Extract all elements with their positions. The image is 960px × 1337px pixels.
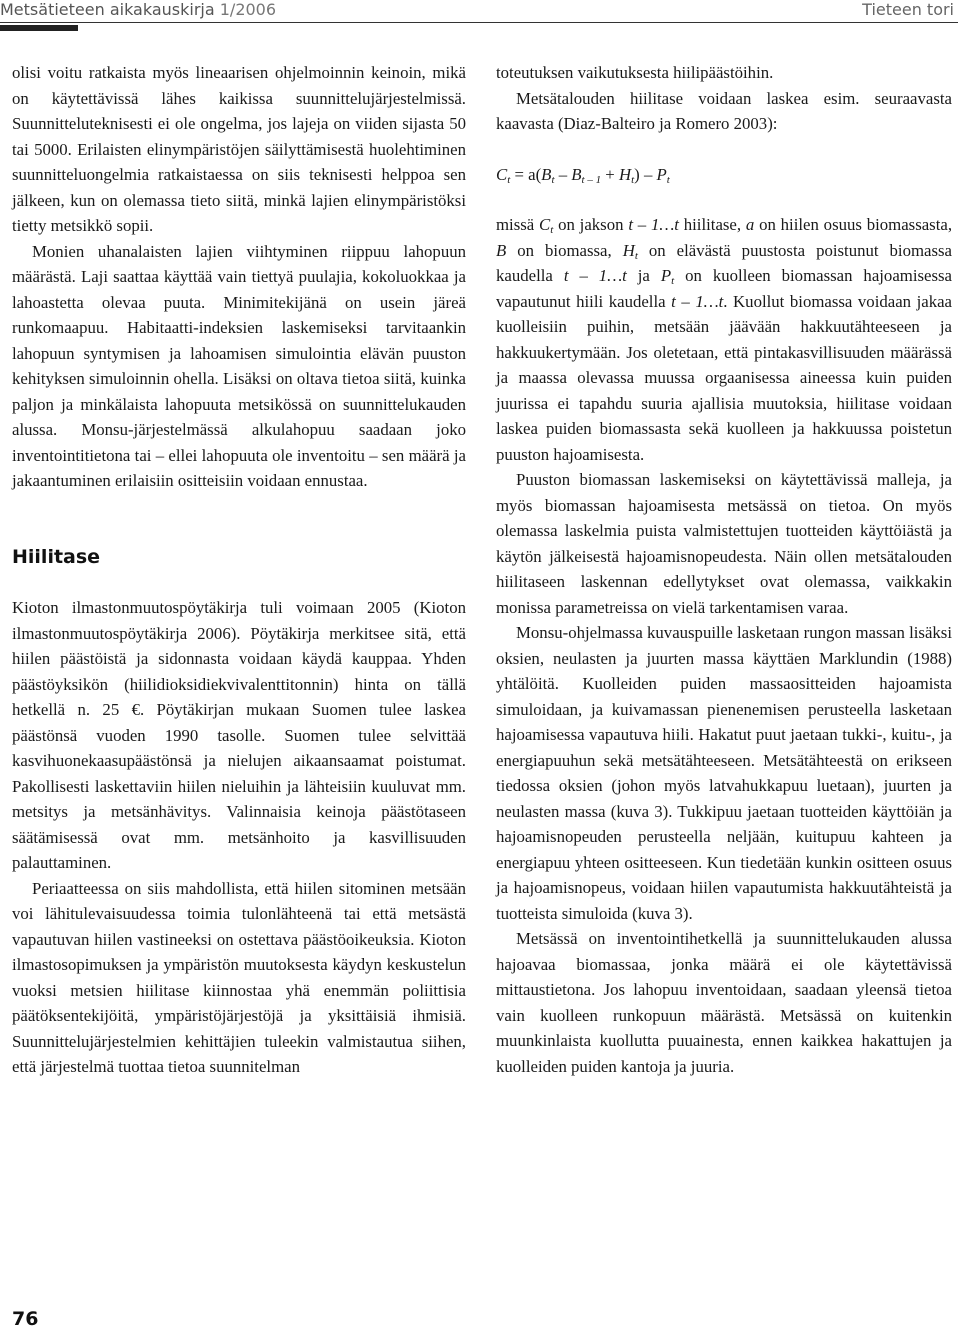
paragraph: Periaatteessa on siis mahdollista, että hiilen sitominen metsään voi lähitulevaisuudessa toimia tulonlähteenä tai että metsästä vapautuvan hiilen vastineeksi on ostettava päästöoikeuksia. Kioton ilmastosopimuksen ja ympäristön muutoksesta käydyn keskustelun vuoksi metsien hiilitase kiinnostaa yhä enemmän poliittisia päätöksentekijöitä, ympäristöjärjestöjä ja yksittäisiä ihmisiä. Suunnittelujärjestelmien kehittäjien tuleekin valmistautua siihen, että järjestelmä tuottaa tietoa suunnitelman: [12, 878, 466, 1076]
paragraph: missä $C_t$ on jakson t – 1…t hiilitase, a on hiilen osuus biomassasta, B on biomassa, $H_t$ on elävästä puustosta poistunut biomassa kaudella t – 1…t ja $P_t$ on kuolleen biomassan hajoamisessa vapautunut hiili kaudella t – 1…t. Kuollut biomassa voidaan jakaa kuolleisiin puihin, metsään jäävään hakkuutähteeseen ja hakkuukertymään. Jos oletetaan, että pintakasvillisuuden määrässä ja maassa olevassa muussa orgaanisessa aineessa kuin puiden juurissa ei tapahdu suuria ajallisia muutoksia, hiilitase voidaan laskea puiden biomassasta sekä kuolleen ja hakkuussa poistetun puuston hajoamisesta.: [496, 215, 953, 464]
paragraph: Monsu-ohjelmassa kuvauspuille lasketaan rungon massan lisäksi oksien, neulasten ja juurten massa käyttäen Marklundin (1988) yhtälöitä. Kuolleiden puiden massaositteiden hajoamista simuloidaan, ja kuivamassan pienenemisen perusteella lasketaan hajoamisessa vapautuva hiili. Hakatut puut jaetaan tukki-, kuitu-, ja energiapuuhun sekä metsätähteeseen. Metsätähteestä on erikseen tiedossa oksien (johon myös latvahukkapuu luetaan), juurten ja neulasten massa (kuva 3). Tukkipuu jaetaan tuotteiden käyttöiän ja hajoamisnopeuden perusteella neljään, kuitupuu kahteen ja energiapuu yhteen ositteeseen. Kun tiedetään kunkin ositteen osuus ja hajoamisnopeus, voidaan hiilen vapautumista hakkuutähteistä ja tuotteista simuloida (kuva 3).: [496, 623, 952, 923]
paragraph: olisi voitu ratkaista myös lineaarisen ohjelmoinnin keinoin, mikä on käytettävissä lähes kaikissa suunnittelujärjestelmissä. Suunnitteluteknisesti ei ole ongelma, jos lajeja on viiden sijasta 50 tai 5000. Erilaisten elinympäristöjen säilyttämisestä huolehtiminen suunnitteluongelmia ratkaistaessa on siis teknisesti helppoa sen jälkeen, kun on olemassa tieto siitä, minkä lajien elinympäristöksi tietty metsikkö sopii.: [12, 63, 466, 235]
paragraph: Kioton ilmastonmuutospöytäkirja tuli voimaan 2005 (Kioton ilmastonmuutospöytäkirja 2006). Pöytäkirja merkitsee sitä, että hiilen päästöistä ja sidonnasta voidaan käydä kauppaa. Yhden päästöyksikön (hiilidioksidiekvivalenttitonnin) hinta on tällä hetkellä n. 25 €. Pöytäkirjan mukaan Suomen tulee laskea päästönsä vuoden 1990 tasolle. Suomen tulee selvittää kasvihuonekaasupäästönsä ja nielujen aikaansaamat poistumat. Pakollisesti laskettaviin hiilen nieluihin ja lähteisiin kuuluvat mm. metsitys ja metsänhävitys. Valinnaisia keinoja päästötaseen säätämisessä ovat mm. metsänhoito ja kasvillisuuden palauttaminen.: [12, 598, 466, 872]
paragraph: Puuston biomassan laskemiseksi on käytettävissä malleja, ja myös biomassan hajoamisesta metsässä on tietoa. On myös olemassa laskelmia puista valmistettujen tuotteiden käyttöiästä ja käytön jälkeisestä hajoamisnopeudesta. Näin ollen metsätalouden hiilitaseen laskennan edellytykset ovat olemassa, vaikkakin monissa parametreissa on vielä tarkentamisen varaa.: [496, 470, 952, 617]
paragraph: Metsätalouden hiilitase voidaan laskea esim. seuraavasta kaavasta (Diaz-Balteiro ja Romero 2003):: [496, 88, 952, 133]
paragraph: Metsässä on inventointihetkellä ja suunnittelukauden alussa hajoavaa biomassaa, jonka määrä ei ole käytettävissä mittaustietona. Jos lahopuu inventoidaan, saadaan yleensä tietoa vain kuolleen runkopuun määrästä. Metsässä on kuitenkin muunkinlaista kuollutta puuainesta, ennen kaikkea hakattujen ja kuolleiden puiden kantoja ja juuria.: [496, 929, 952, 1076]
page-number: 76: [12, 1308, 39, 1330]
right-column: [496, 60, 952, 1079]
header-rule: [0, 22, 958, 23]
journal-name: Metsätieteen aikakauskirja: [0, 0, 215, 19]
section-heading: Hiilitase: [12, 545, 101, 568]
left-column: [12, 60, 466, 1080]
carbon-balance-formula: $C_t = a(B_t - B_{t - 1} + H_t) - P_t$: [496, 164, 670, 186]
section-name: Tieteen tori: [862, 0, 954, 19]
header-accent-bar: [0, 25, 78, 31]
journal-issue: 1/2006: [219, 0, 277, 19]
running-header: [0, 0, 960, 28]
paragraph: toteutuksen vaikutuksesta hiilipäästöihin.: [496, 63, 774, 82]
paragraph: Monien uhanalaisten lajien viihtyminen riippuu lahopuun määrästä. Laji saattaa käyttää vain tiettyä puulajia, kokoluokkaa ja lahoastetta olevaa puuta. Minimitekijänä on usein järeä runkomaapuu. Habitaatti-indeksien laskemiseksi tarvitaankin lahopuun syntymisen ja lahoamisen simulointia elävän puuston kehityksen simuloinnin ohella. Lisäksi on oltava tietoa siitä, kuinka paljon ja minkälaista lahopuuta metsikössä on suunnittelukauden alussa. Monsu-järjestelmässä alkulahopuu saadaan joko inventointitietona tai – ellei lahopuuta ole inventoitu – sen määrä ja jakaantuminen erilaisiin ositteisiin voidaan ennustaa.: [12, 241, 466, 490]
journal-title: [0, 0, 276, 20]
